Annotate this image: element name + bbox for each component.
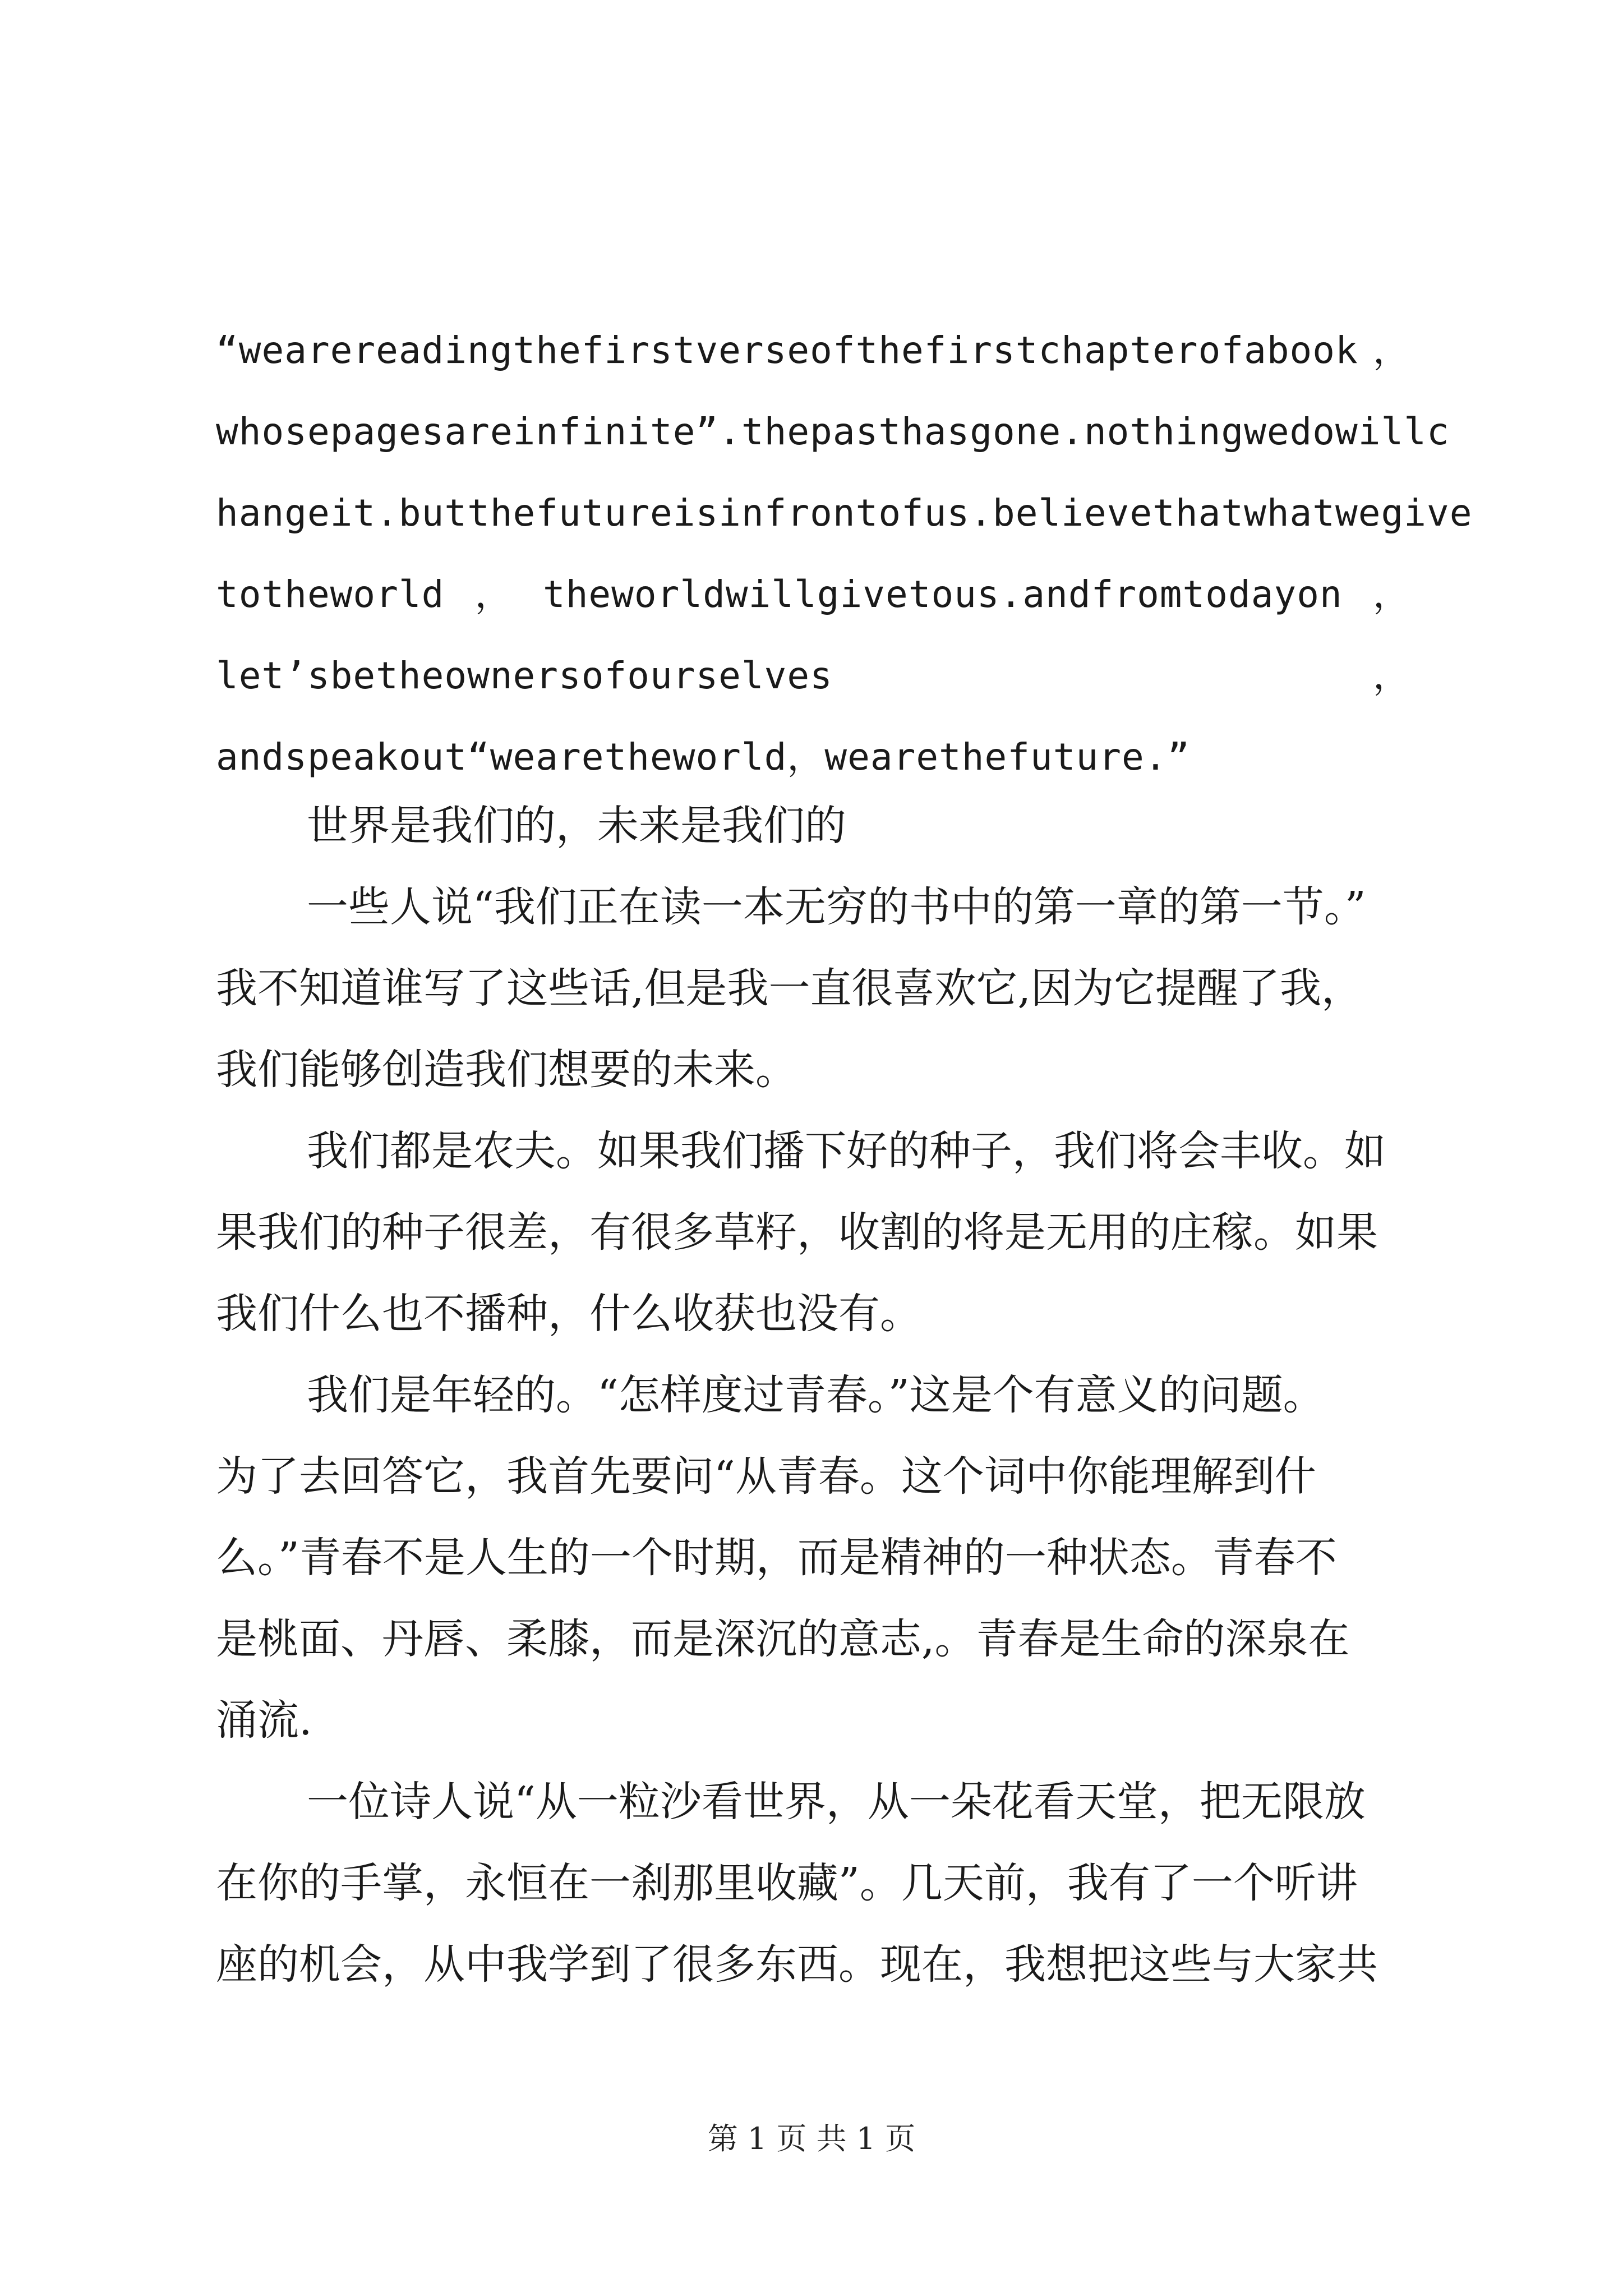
text-segment: andspeakout“wearetheworld，wearethefuture.” — [216, 735, 1191, 779]
english-paragraph — [216, 310, 1473, 798]
english-line — [216, 310, 1410, 391]
body-line: 是桃面、丹唇、柔膝，而是深沉的意志,。青春是生命的深泉在 — [216, 1615, 1350, 1663]
text-segment: totheworld — [216, 573, 445, 616]
page-footer: 第 1 页 共 1 页 — [707, 2121, 916, 2156]
body-line: 一位诗人说“从一粒沙看世界，从一朵花看天堂，把无限放 — [307, 1778, 1366, 1826]
text-segment: whosepagesareinfinite”.thepasthasgone.nothingwedowillc — [216, 410, 1450, 453]
english-line — [216, 472, 1473, 554]
body-line: 一些人说“我们正在读一本无穷的书中的第一章的第一节。” — [307, 883, 1366, 931]
chinese-body — [216, 785, 1422, 2005]
text-segment: hangeit.butthefutureisinfrontofus.believethatwhatwegive — [216, 491, 1473, 535]
body-line: 世界是我们的，未来是我们的 — [307, 802, 846, 850]
text-segment: theworldwillgivetous.andfromtodayon — [542, 573, 1343, 616]
text-segment: ， — [1373, 654, 1410, 697]
body-line: 果我们的种子很差，有很多草籽，收割的将是无用的庄稼。如果 — [216, 1208, 1378, 1257]
body-line: 座的机会，从中我学到了很多东西。现在，我想把这些与大家共 — [216, 1940, 1378, 1989]
body-line: 我们什么也不播种，什么收获也没有。 — [216, 1290, 921, 1338]
body-line: 我们是年轻的。“怎样度过青春。”这是个有意义的问题。 — [307, 1371, 1325, 1419]
body-line: 涌流. — [216, 1696, 312, 1745]
english-line — [216, 554, 1410, 635]
english-line — [216, 635, 1410, 716]
text-segment: let’sbetheownersofourselves — [216, 654, 833, 697]
body-line: 我们能够创造我们想要的未来。 — [216, 1046, 797, 1094]
body-line: 为了去回答它，我首先要问“从青春。这个词中你能理解到什 — [216, 1452, 1316, 1501]
text-segment: ， — [474, 573, 513, 616]
text-segment: “wearereadingthefirstverseofthefirstchapterofabook — [216, 329, 1358, 372]
body-line: 我不知道谁写了这些话,但是我一直很喜欢它,因为它提醒了我， — [216, 964, 1363, 1013]
body-line: 我们都是农夫。如果我们播下好的种子，我们将会丰收。如 — [307, 1127, 1386, 1175]
english-line — [216, 391, 1450, 472]
text-segment: ， — [1373, 329, 1410, 372]
text-segment: ， — [1373, 573, 1410, 616]
body-line: 么。”青春不是人生的一个时期，而是精神的一种状态。青春不 — [216, 1534, 1337, 1582]
body-line: 在你的手掌，永恒在一刹那里收藏”。几天前，我有了一个听讲 — [216, 1859, 1358, 1907]
